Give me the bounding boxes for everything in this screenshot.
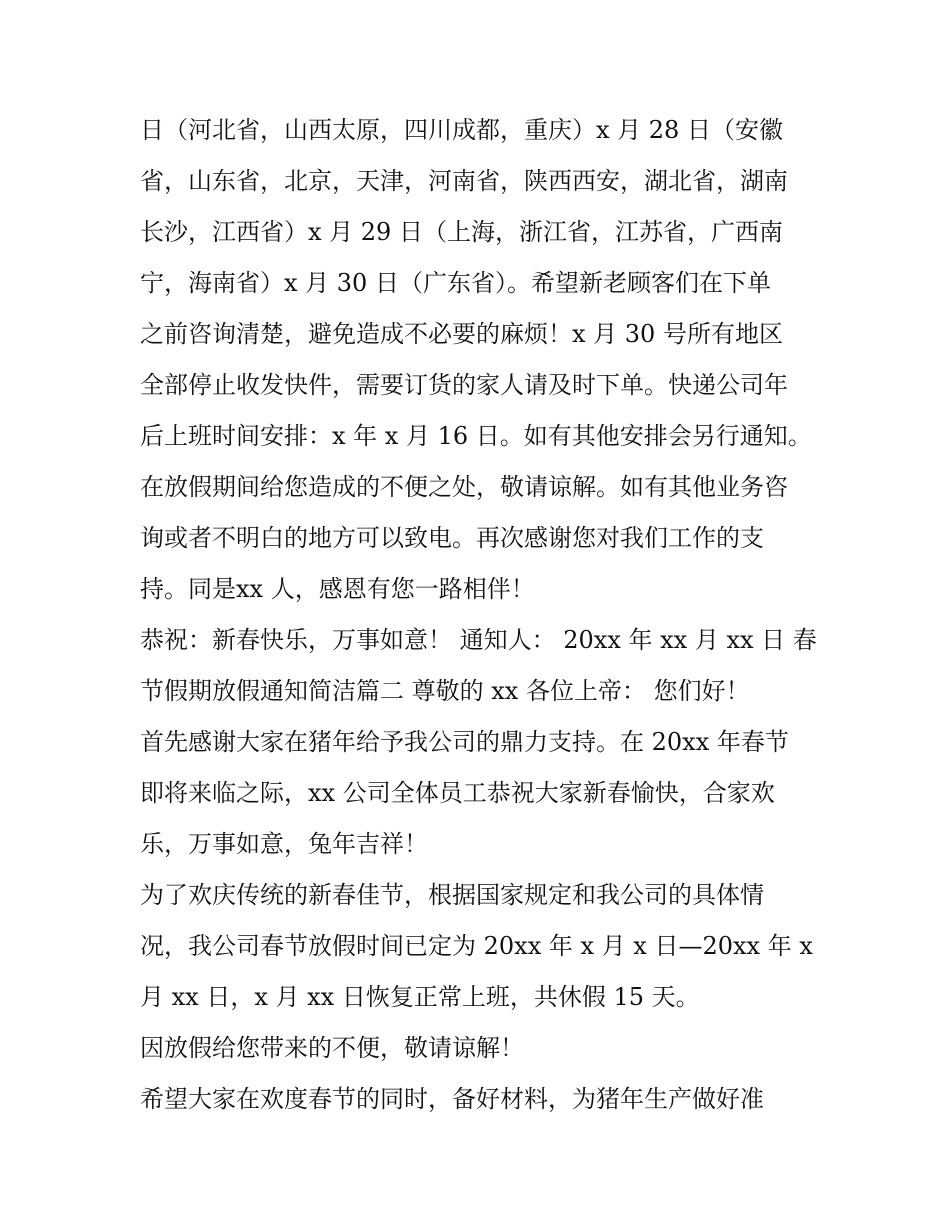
text-segment: 首先感谢大家在猪年给予我公司的	[140, 728, 500, 756]
text-segment: 在放假期间给您造成的不便之处，敬请谅解。如有其他业务咨	[140, 473, 788, 501]
text-line	[140, 105, 830, 156]
text-segment: 全部停止收发快件，需要订货的家人请及时下单。快递公司年	[140, 371, 788, 399]
text-segment: 询或者不明白的	[140, 524, 308, 552]
text-line	[140, 717, 830, 768]
text-segment: 长沙，江西省）x 月 29 日（上海，浙江省，江苏省，广西南	[140, 218, 783, 246]
text-segment: 希望大家在欢度春节的同时，备好材料，为猪年生产做好准	[140, 1085, 764, 1113]
text-segment: xx 人，感恩有您一路相伴！	[236, 575, 535, 603]
text-segment: 为了欢庆传统的新春佳节，根据国家规定和我公司的具体情	[140, 881, 764, 909]
text-segment: 后上班时间安排：	[140, 422, 332, 450]
text-segment: 之前咨询清楚，避免造成不必要的麻烦！	[140, 320, 572, 348]
text-line	[140, 1074, 830, 1125]
text-line	[140, 870, 830, 921]
text-segment: 鼎力支持。在 20xx 年春节	[500, 728, 789, 756]
text-line	[140, 462, 830, 513]
text-line	[140, 360, 830, 411]
text-segment: 月 xx 日，x 月 xx 日恢复正常上班，共休假 15	[140, 983, 652, 1011]
text-line	[140, 819, 830, 870]
text-line	[140, 309, 830, 360]
text-segment: 各位上帝： 您们好！	[525, 677, 750, 705]
text-segment: 恭祝：新春快乐，万事如意！ 通知人： 20xx 年 xx 月 xx 日 春	[140, 626, 817, 654]
text-segment: 省，山东省，北京，天津，河南省，陕西西安，湖北省，湖南	[140, 167, 788, 195]
text-line	[140, 258, 830, 309]
text-segment: 节假期放假通知简洁篇二 尊敬的 xx	[140, 677, 526, 705]
text-line	[140, 411, 830, 462]
text-segment: 因放假给您带来的不便，敬请谅解！	[140, 1034, 524, 1062]
text-line	[140, 768, 830, 819]
text-segment: 日（河北省，山西太原，四川成都，重庆）x 月 28 日（安徽	[140, 116, 783, 144]
text-line	[140, 156, 830, 207]
text-line	[140, 1023, 830, 1074]
text-segment: 天。	[651, 983, 700, 1011]
text-line	[140, 564, 830, 615]
text-segment: 地方可以致电。再次感谢您对我们工作的支	[308, 524, 764, 552]
text-segment: 宁，海南省）x 月 30 日（广东省）。希望新老顾客们在下单	[140, 269, 771, 297]
text-line	[140, 921, 830, 972]
text-segment: 况，我公司春节放假时间已定为 20xx 年 x 月 x 日—20xx 年 x	[140, 932, 813, 960]
text-segment: x 年 x 月 16 日。如有其他安排会另行通知。	[332, 422, 812, 450]
document-body	[140, 105, 830, 1125]
text-line	[140, 666, 830, 717]
text-segment: 持。同是	[140, 575, 236, 603]
text-segment: 乐，万事如意，兔年吉祥！	[140, 830, 428, 858]
text-line	[140, 972, 830, 1023]
text-segment: 号所有地区	[662, 320, 783, 348]
text-segment: 即将来临之际，xx 公司全体员工恭祝大家新春愉快，合家欢	[140, 779, 775, 807]
text-line	[140, 207, 830, 258]
text-line	[140, 615, 830, 666]
text-segment: x 月 30	[572, 320, 663, 348]
text-line	[140, 513, 830, 564]
